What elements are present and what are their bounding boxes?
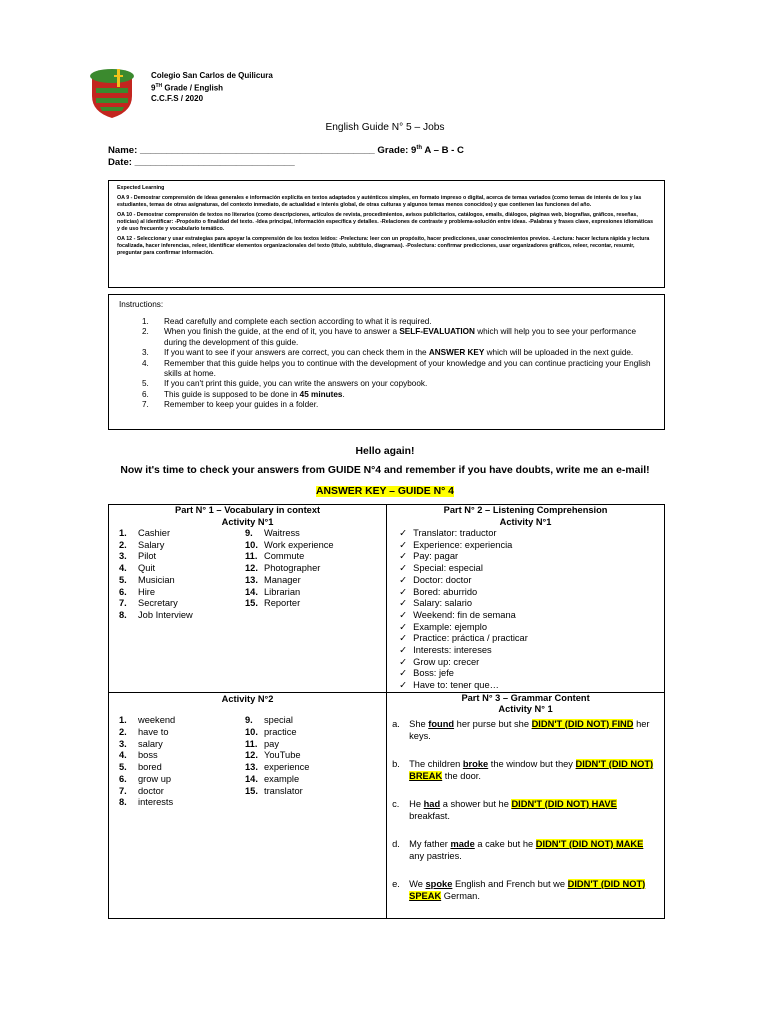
item-num: 5.: [119, 762, 127, 773]
item-num: 14.: [245, 773, 258, 784]
item-letter: a.: [392, 718, 400, 729]
item-text: Pilot: [138, 551, 157, 562]
check-icon: ✓: [399, 645, 407, 656]
past-verb: spoke: [425, 878, 453, 889]
check-icon: ✓: [399, 621, 407, 632]
list-item: [245, 587, 334, 599]
check-icon: ✓: [399, 598, 407, 609]
item-text: grow up: [138, 773, 172, 784]
item-text: Grow up: crecer: [413, 656, 480, 667]
check-icon: ✓: [399, 656, 407, 667]
item-letter: c.: [392, 798, 400, 809]
item-num: 11.: [245, 738, 258, 749]
text: a cake but he: [474, 838, 536, 849]
list-item: [119, 750, 245, 762]
oa12-text: OA 12 - Seleccionar y usar estrategias para apoyar la comprensión de los textos leídos: -Prelectura: leer con un propósito, hacer predicciones, usar conocimientos previos. -Lectura: hacer lectura rápida y lectura focalizada, hacer inferencias, releer, identificar elementos organizacionales del texto (título, subtítulo, diagramas). -Poslectura: confirmar predicciones, usar organizadores gráficos, releer, recontar, resumir, preguntar para confirmar información.: [117, 236, 650, 256]
sentence: [409, 718, 658, 743]
item-text: Manager: [264, 574, 301, 585]
grammar-item: [392, 878, 658, 903]
list-item: [245, 598, 334, 610]
bold-text: SELF-EVALUATION: [399, 327, 475, 337]
instructions-heading: Instructions:: [119, 300, 164, 309]
item-text: Waitress: [264, 528, 300, 538]
item-number: 2.: [142, 327, 149, 337]
past-verb: had: [423, 798, 441, 809]
item-text: Boss: jefe: [413, 668, 454, 679]
highlighted-answer: DIDN'T (DID NOT) MAKE: [535, 838, 644, 849]
grammar-item: [392, 718, 658, 743]
part2-title: Part N° 2 – Listening Comprehension: [443, 505, 608, 515]
grade-number: 9: [151, 83, 156, 93]
part3-cell: [387, 692, 665, 918]
item-letter: e.: [392, 878, 400, 889]
list-item: [119, 563, 245, 575]
list-item: [245, 551, 334, 563]
item-number: 6.: [142, 389, 149, 399]
item-text: salary: [138, 738, 163, 749]
text: He: [409, 798, 424, 809]
expected-learning-box: [108, 180, 665, 288]
list-item: [245, 739, 309, 751]
item-text: translator: [264, 785, 303, 796]
list-item: [245, 575, 334, 587]
item-text: Interests: intereses: [413, 645, 492, 656]
school-logo: [86, 66, 138, 120]
vocab2-col-right: [245, 715, 309, 809]
item-num: 4.: [119, 750, 127, 761]
grade-text: Grade / English: [162, 83, 224, 93]
bold-text: ANSWER KEY: [428, 348, 485, 358]
check-icon: ✓: [399, 528, 407, 538]
item-text: pay: [264, 738, 279, 749]
item-text: Hire: [138, 586, 156, 597]
item-text: Experience: experiencia: [413, 539, 513, 550]
item-text: special: [264, 715, 293, 726]
part1-activity2-cell: [109, 692, 387, 918]
school-name: Colegio San Carlos de Quilicura: [151, 71, 273, 80]
grade-superscript: TH: [155, 83, 163, 89]
item-text: have to: [138, 727, 169, 738]
item-number: 5.: [142, 379, 149, 389]
highlighted-answer: DIDN'T (DID NOT) HAVE: [511, 798, 617, 809]
list-item: [119, 739, 245, 751]
list-item: [399, 563, 664, 575]
highlighted-answer: DIDN'T (DID NOT) BREAK: [409, 758, 654, 782]
table-row: [109, 505, 665, 693]
item-text: Doctor: doctor: [413, 574, 472, 585]
item-text: Reporter: [264, 598, 301, 609]
item-text: Salary: salario: [413, 598, 473, 609]
item-num: 1.: [119, 715, 127, 726]
text: which will be uploaded in the next guide.: [484, 348, 634, 358]
list-item: [119, 598, 245, 610]
listening-list: [387, 528, 664, 692]
text: If you can't print this guide, you can write the answers on your copybook.: [164, 379, 428, 389]
instruction-item: [119, 348, 654, 358]
text: .: [342, 389, 345, 399]
item-letter: b.: [392, 758, 400, 769]
item-text: Photographer: [264, 563, 321, 574]
item-num: 11.: [245, 551, 258, 562]
check-icon: ✓: [399, 668, 407, 679]
item-text: Work experience: [264, 539, 334, 550]
item-text: example: [264, 773, 300, 784]
list-item: [245, 750, 309, 762]
item-num: 3.: [119, 738, 127, 749]
grade-sup: th: [416, 145, 423, 151]
list-item: [245, 774, 309, 786]
item-num: 9.: [245, 528, 253, 538]
check-icon: ✓: [399, 586, 407, 597]
instructions-box: [108, 294, 665, 430]
list-item: [119, 797, 245, 809]
part3-title: Part N° 3 – Grammar Content: [461, 692, 590, 703]
table-row: [109, 692, 665, 918]
part1-activity1: Activity N°1: [221, 516, 274, 527]
past-verb: made: [450, 838, 475, 849]
check-icon: ✓: [399, 563, 407, 574]
list-item: [399, 587, 664, 599]
item-num: 15.: [245, 598, 258, 609]
text: My father: [409, 838, 451, 849]
list-item: [399, 645, 664, 657]
list-item: [245, 762, 309, 774]
item-text: Special: especial: [413, 563, 483, 574]
check-icon: ✓: [399, 574, 407, 585]
sentence: [409, 838, 658, 863]
vocab-col-left: [119, 528, 245, 622]
instruction-item: [119, 379, 654, 389]
list-item: [119, 551, 245, 563]
item-text: Weekend: fin de semana: [413, 609, 516, 620]
item-text: Have to: tener que…: [413, 680, 499, 691]
item-num: 5.: [119, 574, 127, 585]
highlighted-answer: DIDN'T (DID NOT) FIND: [531, 718, 634, 729]
highlighted-answer: DIDN'T (DID NOT) SPEAK: [409, 878, 646, 902]
answer-key-title: ANSWER KEY – GUIDE N° 4: [316, 486, 454, 497]
item-num: 10.: [245, 727, 258, 738]
item-text: Commute: [264, 551, 305, 562]
item-number: 7.: [142, 400, 149, 410]
text: German.: [441, 891, 480, 902]
list-item: [245, 715, 309, 727]
item-text: Bored: aburrido: [413, 586, 478, 597]
greeting: Hello again!: [355, 446, 415, 457]
item-text: Example: ejemplo: [413, 621, 488, 632]
item-num: 13.: [245, 762, 258, 773]
list-item: [399, 680, 664, 692]
item-text: Translator: traductor: [413, 528, 497, 538]
item-text: bored: [138, 762, 162, 773]
answer-key-title-wrap: [0, 486, 770, 497]
list-item: [399, 598, 664, 610]
list-item: [245, 563, 334, 575]
list-item: [399, 668, 664, 680]
text: English and French but we: [452, 878, 568, 889]
item-text: Librarian: [264, 586, 301, 597]
list-item: [119, 610, 245, 622]
bold-text: 45 minutes: [299, 389, 343, 399]
list-item: [399, 657, 664, 669]
text: Read carefully and complete each section according to what it is required.: [164, 317, 432, 326]
item-text: [164, 327, 654, 348]
list-item: [119, 774, 245, 786]
grammar-item: [392, 758, 658, 783]
past-verb: broke: [462, 758, 489, 769]
item-text: weekend: [138, 715, 176, 726]
grade-line: [151, 81, 273, 94]
item-num: 7.: [119, 598, 127, 609]
sentence: [409, 878, 658, 903]
check-icon: ✓: [399, 609, 407, 620]
grammar-list: [387, 718, 664, 903]
item-num: 15.: [245, 785, 258, 796]
part2-activity: Activity N°1: [499, 516, 552, 527]
instruction-item: [119, 327, 654, 348]
text: If you want to see if your answers are correct, you can check them in the: [164, 348, 429, 358]
grammar-item: [392, 798, 658, 823]
list-item: [245, 786, 309, 798]
item-text: Cashier: [138, 528, 171, 538]
list-item: [399, 622, 664, 634]
name-field-label: Name: ____________________________________________ Grade: 9: [108, 145, 417, 157]
item-text: [164, 400, 318, 410]
text: which will help you to see your performance during the development of this guide.: [164, 327, 637, 347]
text: We: [409, 878, 426, 889]
instruction-item: [119, 317, 654, 327]
item-num: 4.: [119, 563, 127, 574]
item-text: Quit: [138, 563, 156, 574]
part1-activity2: Activity N°2: [221, 693, 274, 704]
text: Remember to keep your guides in a folder.: [164, 400, 319, 410]
item-num: 10.: [245, 539, 258, 550]
vocab-col-right: [245, 528, 334, 622]
item-num: 8.: [119, 797, 127, 808]
item-text: YouTube: [264, 750, 301, 761]
instruction-item: [119, 359, 654, 380]
item-text: [164, 317, 432, 327]
item-num: 14.: [245, 586, 258, 597]
item-text: Pay: pagar: [413, 551, 459, 562]
vocab-list-1: [109, 528, 386, 622]
item-text: Practice: práctica / practicar: [413, 633, 528, 644]
text: When you finish the guide, at the end of it, you have to answer a: [164, 327, 400, 337]
list-item: [119, 727, 245, 739]
text: a shower but he: [440, 798, 512, 809]
list-item: [399, 633, 664, 645]
item-text: Secretary: [138, 598, 178, 609]
part3-activity: Activity N° 1: [498, 704, 553, 715]
sentence: [409, 758, 658, 783]
school-code: C.C.F.S / 2020: [151, 93, 204, 103]
item-num: 6.: [119, 586, 127, 597]
answer-key-table: [108, 504, 665, 919]
item-text: Salary: [138, 539, 165, 550]
list-item: [245, 540, 334, 552]
list-item: [119, 715, 245, 727]
text: Remember that this guide helps you to continue with the development of your knowledge and you can continue practicing your English skills at home.: [164, 358, 651, 379]
part1-activity1-cell: [109, 505, 387, 693]
item-text: doctor: [138, 785, 164, 796]
item-num: 12.: [245, 563, 258, 574]
instructions-list: [119, 317, 654, 411]
list-item: [399, 528, 664, 540]
page-title: English Guide N° 5 – Jobs: [325, 122, 445, 133]
check-icon: ✓: [399, 633, 407, 644]
instruction-item: [119, 400, 654, 410]
list-item: [399, 551, 664, 563]
item-text: [164, 379, 427, 389]
item-number: 4.: [142, 358, 149, 368]
name-grade-line: [108, 145, 464, 156]
part2-cell: [387, 505, 665, 693]
intro-message: Now it's time to check your answers from GUIDE N°4 and remember if you have doubts, write me an e-mail!: [120, 465, 650, 476]
item-num: 2.: [119, 727, 127, 738]
list-item: [119, 575, 245, 587]
list-item: [119, 528, 245, 540]
item-text: practice: [264, 727, 297, 738]
list-item: [119, 540, 245, 552]
item-num: 3.: [119, 551, 127, 562]
text: She: [409, 718, 429, 729]
text: This guide is supposed to be done in: [164, 389, 300, 399]
list-item: [119, 786, 245, 798]
check-icon: ✓: [399, 539, 407, 550]
grade-options: A – B - C: [422, 145, 464, 157]
item-num: 7.: [119, 785, 127, 796]
text: breakfast.: [409, 811, 450, 822]
sentence: [409, 798, 658, 823]
part1-title: Part N° 1 – Vocabulary in context: [175, 505, 321, 515]
vocab-list-2: [109, 715, 386, 809]
list-item: [245, 727, 309, 739]
item-text: experience: [264, 762, 310, 773]
item-num: 12.: [245, 750, 258, 761]
item-text: interests: [138, 797, 174, 808]
item-num: 2.: [119, 539, 127, 550]
item-text: boss: [138, 750, 158, 761]
grammar-item: [392, 838, 658, 863]
item-num: 1.: [119, 528, 127, 538]
item-num: 6.: [119, 773, 127, 784]
expected-heading: Expected Learning: [117, 185, 165, 191]
school-header: [151, 71, 273, 104]
text: her purse but she: [454, 718, 532, 729]
vocab2-col-left: [119, 715, 245, 809]
item-letter: d.: [392, 838, 400, 849]
list-item: [399, 610, 664, 622]
list-item: [119, 762, 245, 774]
list-item: [119, 587, 245, 599]
text: The children: [409, 758, 463, 769]
past-verb: found: [428, 718, 455, 729]
item-number: 3.: [142, 348, 149, 358]
item-text: [164, 359, 654, 380]
item-text: [164, 390, 345, 400]
list-item: [399, 575, 664, 587]
check-icon: ✓: [399, 551, 407, 562]
list-item: [399, 540, 664, 552]
item-num: 8.: [119, 609, 127, 620]
text: the window but they: [488, 758, 576, 769]
oa9-text: OA 9 - Demostrar comprensión de ideas generales e información explícita en textos adaptados y auténticos simples, en formato impreso o digital, acerca de temas variados (como temas de interés de los y las estudiantes, temas de otras asignaturas, del contexto inmediato, de actualidad e interés global, de otras culturas y algunos temas menos conocidos) y que contienen las funciones del año.: [117, 195, 642, 208]
item-num: 9.: [245, 715, 253, 726]
text: any pastries.: [409, 851, 462, 862]
item-number: 1.: [142, 317, 149, 326]
instruction-item: [119, 390, 654, 400]
item-text: Job Interview: [138, 609, 193, 620]
check-icon: ✓: [399, 680, 407, 691]
item-text: Musician: [138, 574, 175, 585]
list-item: [245, 528, 334, 540]
item-text: [164, 348, 633, 358]
item-num: 13.: [245, 574, 258, 585]
text: the door.: [442, 771, 481, 782]
date-line: Date: ______________________________: [108, 157, 295, 168]
oa10-text: OA 10 - Demostrar comprensión de textos no literarios (como descripciones, artículos de revista, procedimientos, avisos publicitarios, catálogos, emails, diálogos, páginas web, biografías, gráficos, reseñas, noticias) al identificar: -Propósito o finalidad del texto. -Idea principal, información específica y detalles. -Relaciones de contraste y problema-solución entre ideas. -Palabras y frases clave, expresiones idiomáticas y de uso frecuente y vocabulario temático.: [117, 212, 654, 232]
text: her keys.: [409, 718, 650, 742]
